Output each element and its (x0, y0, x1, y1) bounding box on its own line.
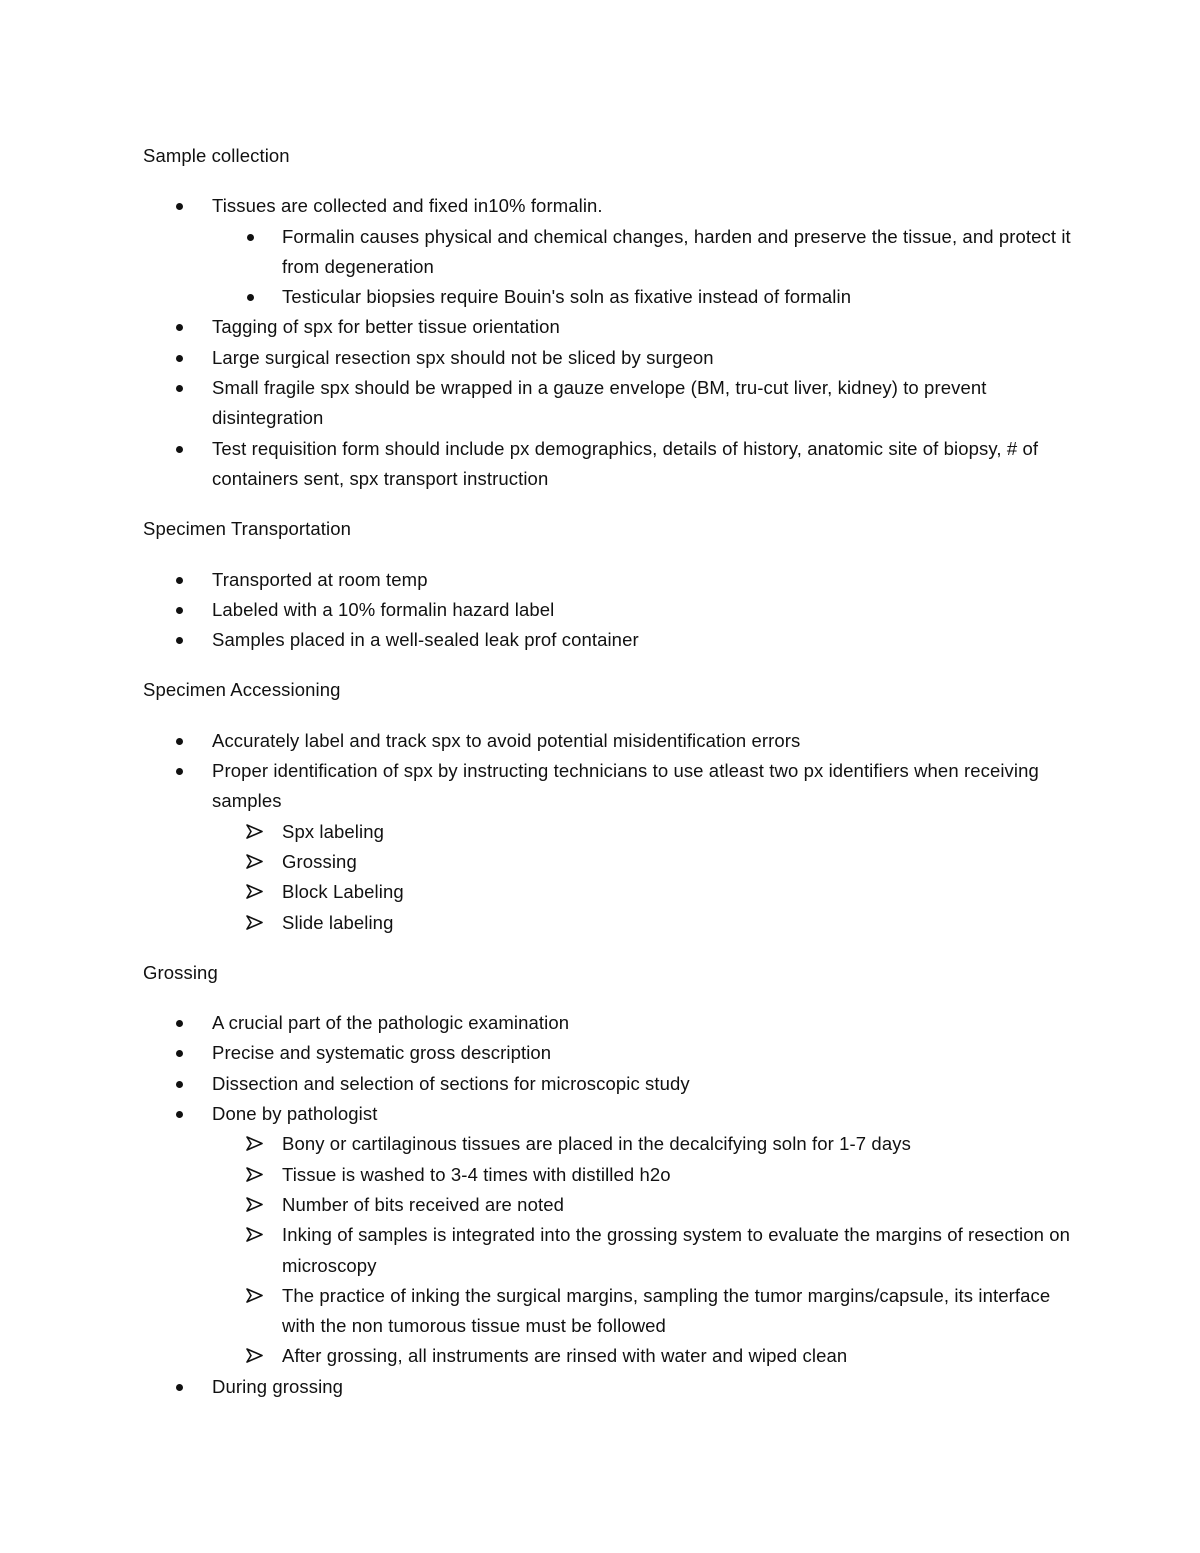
list-item: Tissues are collected and fixed in10% formalin. (143, 191, 1073, 221)
bullet-dot-icon (247, 294, 254, 301)
list-item: Precise and systematic gross description (143, 1038, 1073, 1068)
sub-list-item: Block Labeling (143, 877, 1073, 907)
list-item: Small fragile spx should be wrapped in a gauze envelope (BM, tru-cut liver, kidney) to prevent disintegration (143, 373, 1073, 434)
bullet-dot-icon (176, 738, 183, 745)
arrowhead-bullet-icon (246, 1167, 263, 1182)
bullet-dot-icon (176, 446, 183, 453)
sub-list-item: Tissue is washed to 3-4 times with distilled h2o (143, 1160, 1073, 1190)
list-item: Done by pathologist (143, 1099, 1073, 1129)
bullet-dot-icon (176, 1384, 183, 1391)
list-item: Dissection and selection of sections for microscopic study (143, 1069, 1073, 1099)
bullet-dot-icon (176, 1020, 183, 1027)
list-item: Samples placed in a well-sealed leak prof container (143, 625, 1073, 655)
bullet-dot-icon (176, 355, 183, 362)
sub-list-item: Grossing (143, 847, 1073, 877)
bullet-dot-icon (176, 577, 183, 584)
bullet-dot-icon (176, 385, 183, 392)
sub-list-item: Inking of samples is integrated into the grossing system to evaluate the margins of resection on microscopy (143, 1220, 1073, 1281)
bullet-dot-icon (247, 234, 254, 241)
bullet-dot-icon (176, 607, 183, 614)
bullet-dot-icon (176, 203, 183, 210)
arrowhead-bullet-icon (246, 1348, 263, 1363)
sub-list-item: After grossing, all instruments are rinsed with water and wiped clean (143, 1341, 1073, 1371)
section-heading-specimen-accessioning: Specimen Accessioning (143, 679, 341, 701)
arrowhead-bullet-icon (246, 824, 263, 839)
sub-list-item: Slide labeling (143, 908, 1073, 938)
document-body (143, 141, 1073, 1402)
arrowhead-bullet-icon (246, 1136, 263, 1151)
bullet-dot-icon (176, 1111, 183, 1118)
list-item: Labeled with a 10% formalin hazard label (143, 595, 1073, 625)
bullet-dot-icon (176, 324, 183, 331)
section-heading-specimen-transportation: Specimen Transportation (143, 518, 351, 540)
sub-list-item: Number of bits received are noted (143, 1190, 1073, 1220)
bullet-dot-icon (176, 768, 183, 775)
arrowhead-bullet-icon (246, 1288, 263, 1303)
sub-list-item: Testicular biopsies require Bouin's soln as fixative instead of formalin (143, 282, 1073, 312)
list-item: Proper identification of spx by instructing technicians to use atleast two px identifiers when receiving samples (143, 756, 1073, 817)
sub-list-item: Bony or cartilaginous tissues are placed in the decalcifying soln for 1-7 days (143, 1129, 1073, 1159)
list-item: Accurately label and track spx to avoid potential misidentification errors (143, 726, 1073, 756)
bullet-dot-icon (176, 1081, 183, 1088)
arrowhead-bullet-icon (246, 854, 263, 869)
section-heading-grossing: Grossing (143, 961, 218, 983)
sub-list-item: The practice of inking the surgical margins, sampling the tumor margins/capsule, its interface with the non tumorous tissue must be followed (143, 1281, 1073, 1342)
sub-list-item: Formalin causes physical and chemical changes, harden and preserve the tissue, and protect it from degeneration (143, 222, 1073, 283)
list-item: Transported at room temp (143, 565, 1073, 595)
list-item: During grossing (143, 1372, 1073, 1402)
arrowhead-bullet-icon (246, 884, 263, 899)
list-item: Large surgical resection spx should not be sliced by surgeon (143, 343, 1073, 373)
bullet-dot-icon (176, 1050, 183, 1057)
arrowhead-bullet-icon (246, 1227, 263, 1242)
sub-list-item: Spx labeling (143, 817, 1073, 847)
section-heading-sample-collection: Sample collection (143, 145, 290, 166)
list-item: A crucial part of the pathologic examination (143, 1008, 1073, 1038)
arrowhead-bullet-icon (246, 1197, 263, 1212)
arrowhead-bullet-icon (246, 915, 263, 930)
bullet-dot-icon (176, 637, 183, 644)
list-item: Test requisition form should include px demographics, details of history, anatomic site of biopsy, # of containers sent, spx transport instruction (143, 434, 1073, 495)
list-item: Tagging of spx for better tissue orientation (143, 312, 1073, 342)
